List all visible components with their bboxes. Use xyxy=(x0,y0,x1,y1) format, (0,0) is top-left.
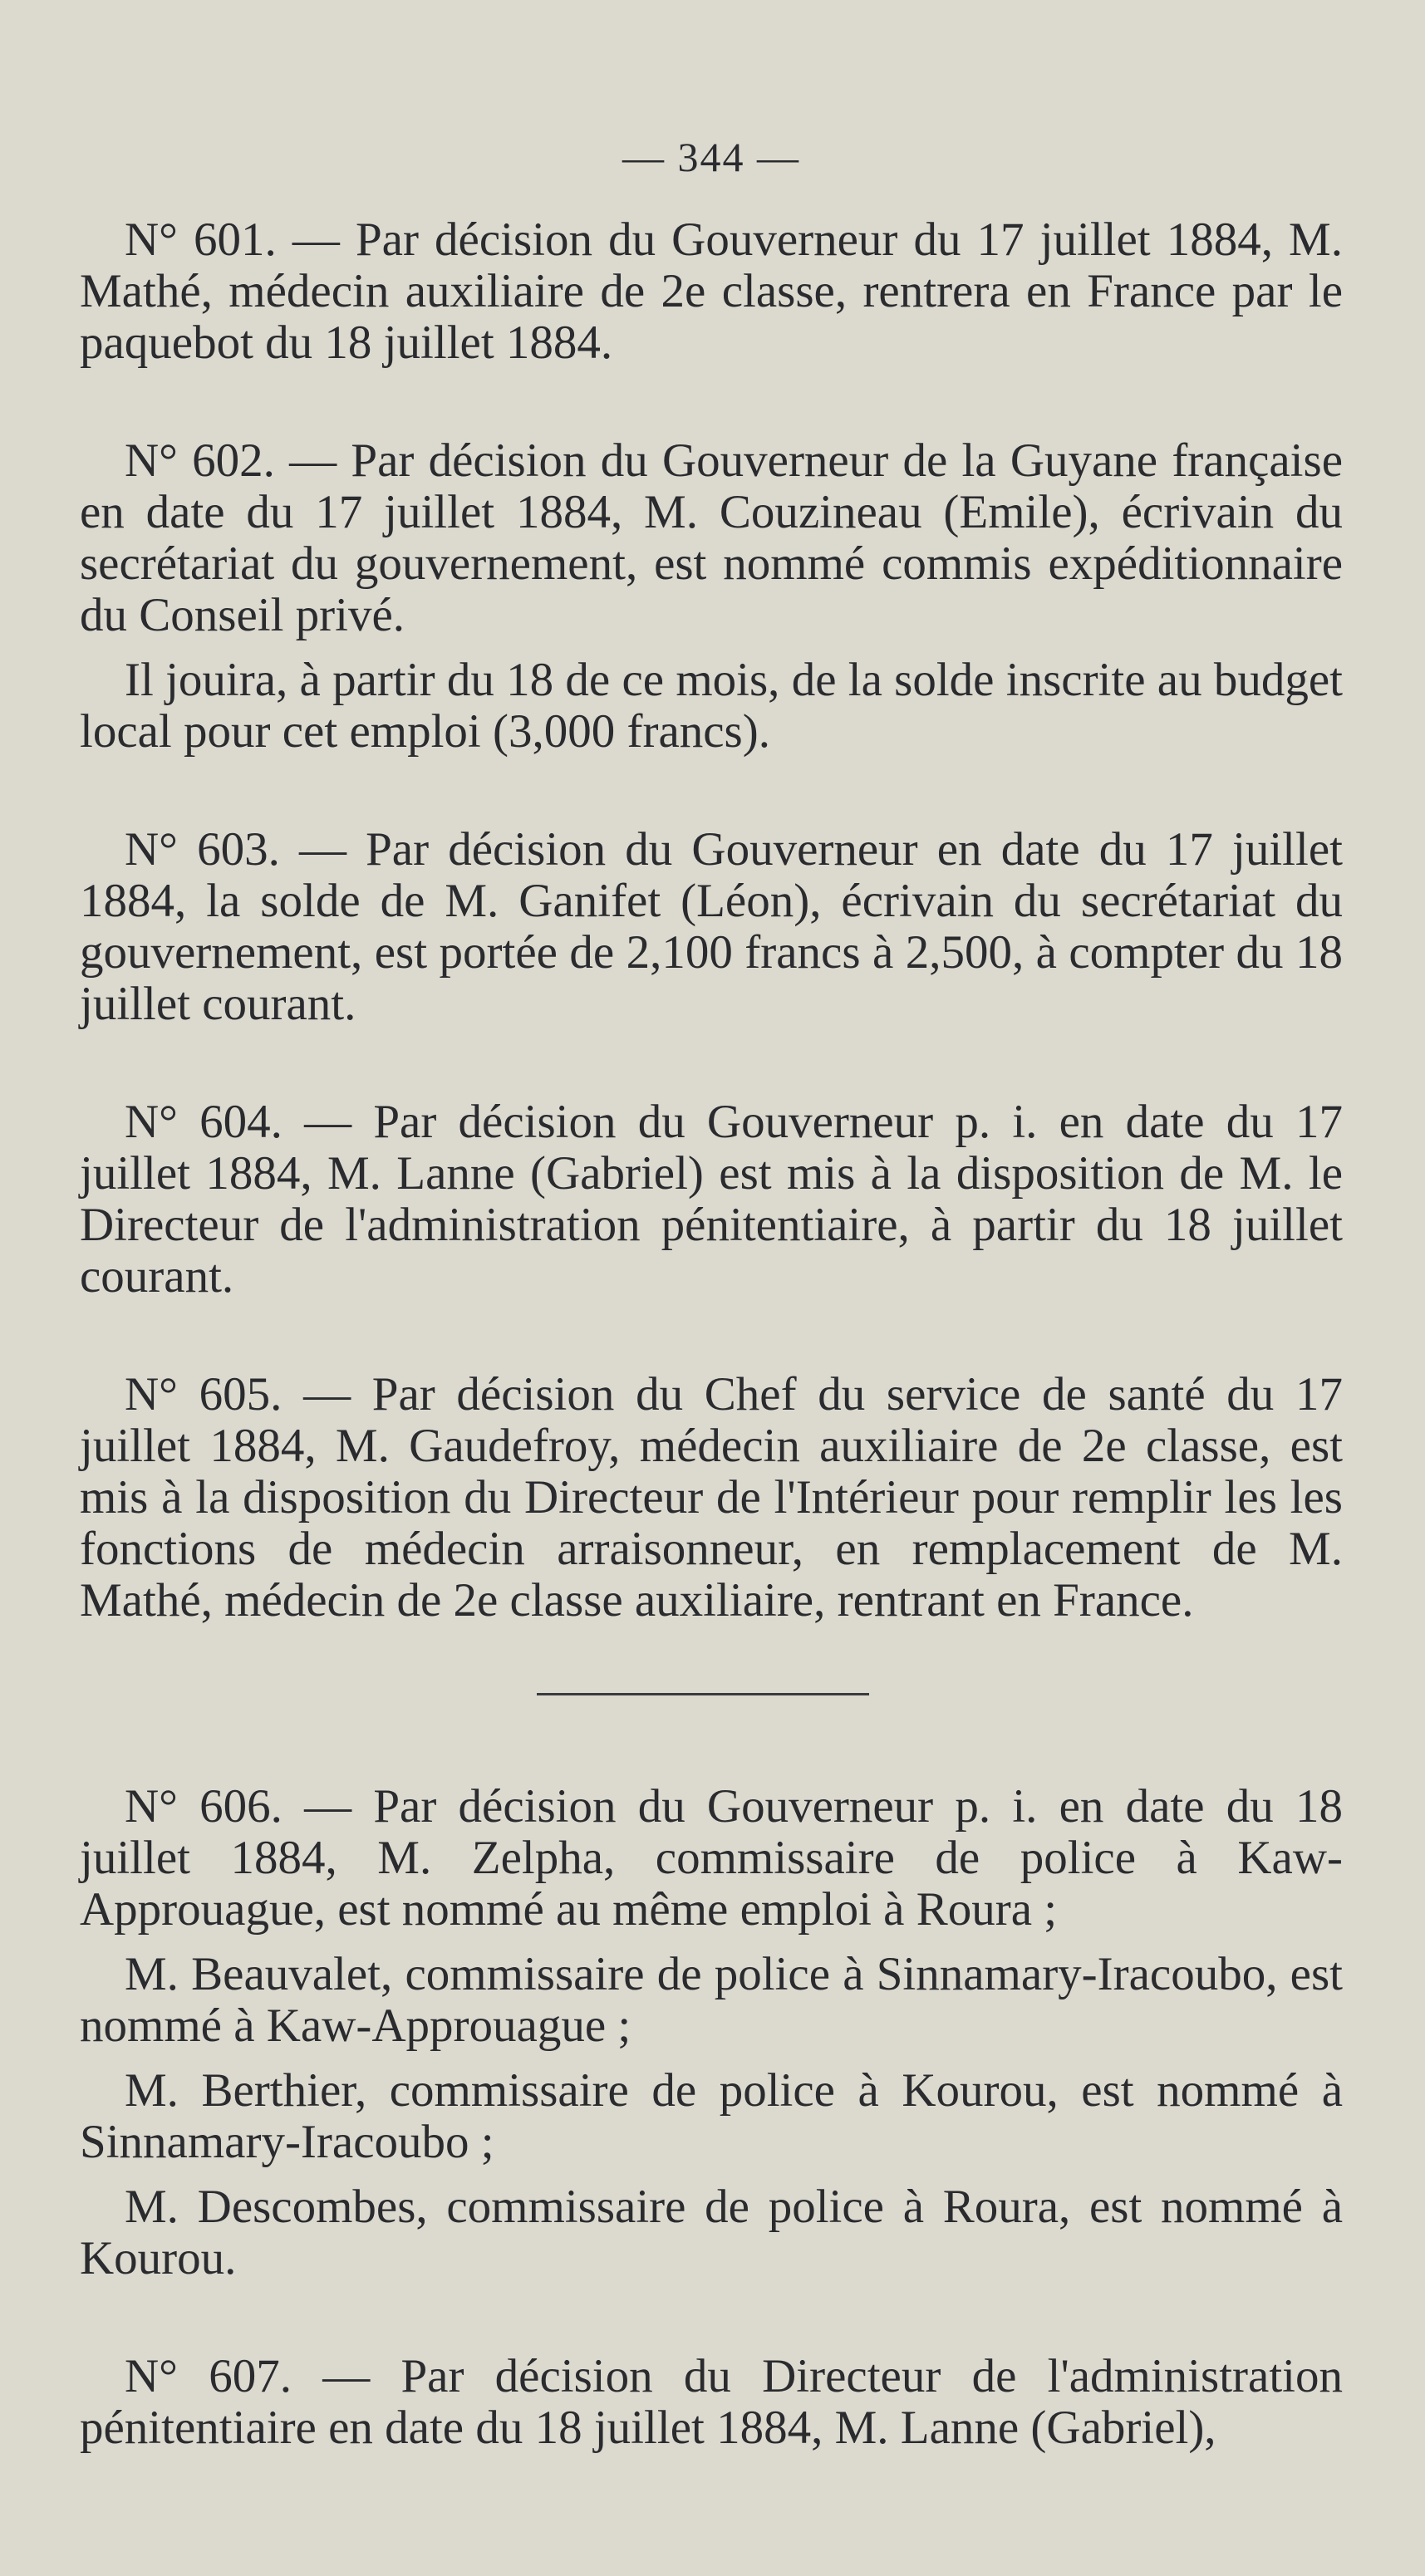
decision-entry-602 xyxy=(80,435,1343,758)
decision-entry-605 xyxy=(80,1369,1343,1627)
decision-entry-607 xyxy=(80,2351,1343,2454)
section-divider xyxy=(80,1693,1343,1698)
entry-paragraph: N° 602. — Par décision du Gouverneur de la Guyane française en date du 17 juillet 1884, M. Couzineau (Emile), écrivain du secrétariat du gouvernement, est nommé commis expéditionnaire du Conseil privé. xyxy=(80,434,1343,641)
entry-paragraph: Il jouira, à partir du 18 de ce mois, de la solde inscrite au budget local pour cet emploi (3,000 francs). xyxy=(80,654,1343,758)
entry-paragraph: N° 607. — Par décision du Directeur de l'administration pénitentiaire en date du 18 juillet 1884, M. Lanne (Gabriel), xyxy=(80,2350,1343,2454)
entry-paragraph: M. Descombes, commissaire de police à Roura, est nommé à Kourou. xyxy=(80,2181,1343,2284)
entry-paragraph: N° 604. — Par décision du Gouverneur p. i. en date du 17 juillet 1884, M. Lanne (Gabriel) est mis à la disposition de M. le Directeur de l'administration pénitentiaire, à partir du 18 juillet courant. xyxy=(80,1096,1343,1303)
decision-entry-606 xyxy=(80,1781,1343,2284)
entry-paragraph: N° 606. — Par décision du Gouverneur p. i. en date du 18 juillet 1884, M. Zelpha, commissaire de police à Kaw-Approuague, est nommé au même emploi à Roura ; xyxy=(80,1780,1343,1936)
entry-paragraph: M. Berthier, commissaire de police à Kourou, est nommé à Sinnamary-Iracoubo ; xyxy=(80,2064,1343,2168)
entry-paragraph: N° 603. — Par décision du Gouverneur en date du 17 juillet 1884, la solde de M. Ganifet (Léon), écrivain du secrétariat du gouvernement, est portée de 2,100 francs à 2,500, à compter du 18 juillet courant. xyxy=(80,823,1343,1030)
entry-paragraph: M. Beauvalet, commissaire de police à Sinnamary-Iracoubo, est nommé à Kaw-Approuague ; xyxy=(80,1948,1343,2052)
page-number: — 344 — xyxy=(622,134,800,180)
document-page xyxy=(80,133,1343,2454)
entry-paragraph: N° 605. — Par décision du Chef du service de santé du 17 juillet 1884, M. Gaudefroy, médecin auxiliaire de 2e classe, est mis à la disposition du Directeur de l'Intérieur pour remplir les les fonctions de médecin arraisonneur, en remplacement de M. Mathé, médecin de 2e classe auxiliaire, rentrant en France. xyxy=(80,1368,1343,1627)
divider-line xyxy=(537,1693,869,1695)
decision-entry-601 xyxy=(80,214,1343,369)
decision-entry-604 xyxy=(80,1097,1343,1303)
decision-entry-603 xyxy=(80,824,1343,1030)
entry-paragraph: N° 601. — Par décision du Gouverneur du 17 juillet 1884, M. Mathé, médecin auxiliaire de 2e classe, rentrera en France par le paquebot du 18 juillet 1884. xyxy=(80,213,1343,369)
